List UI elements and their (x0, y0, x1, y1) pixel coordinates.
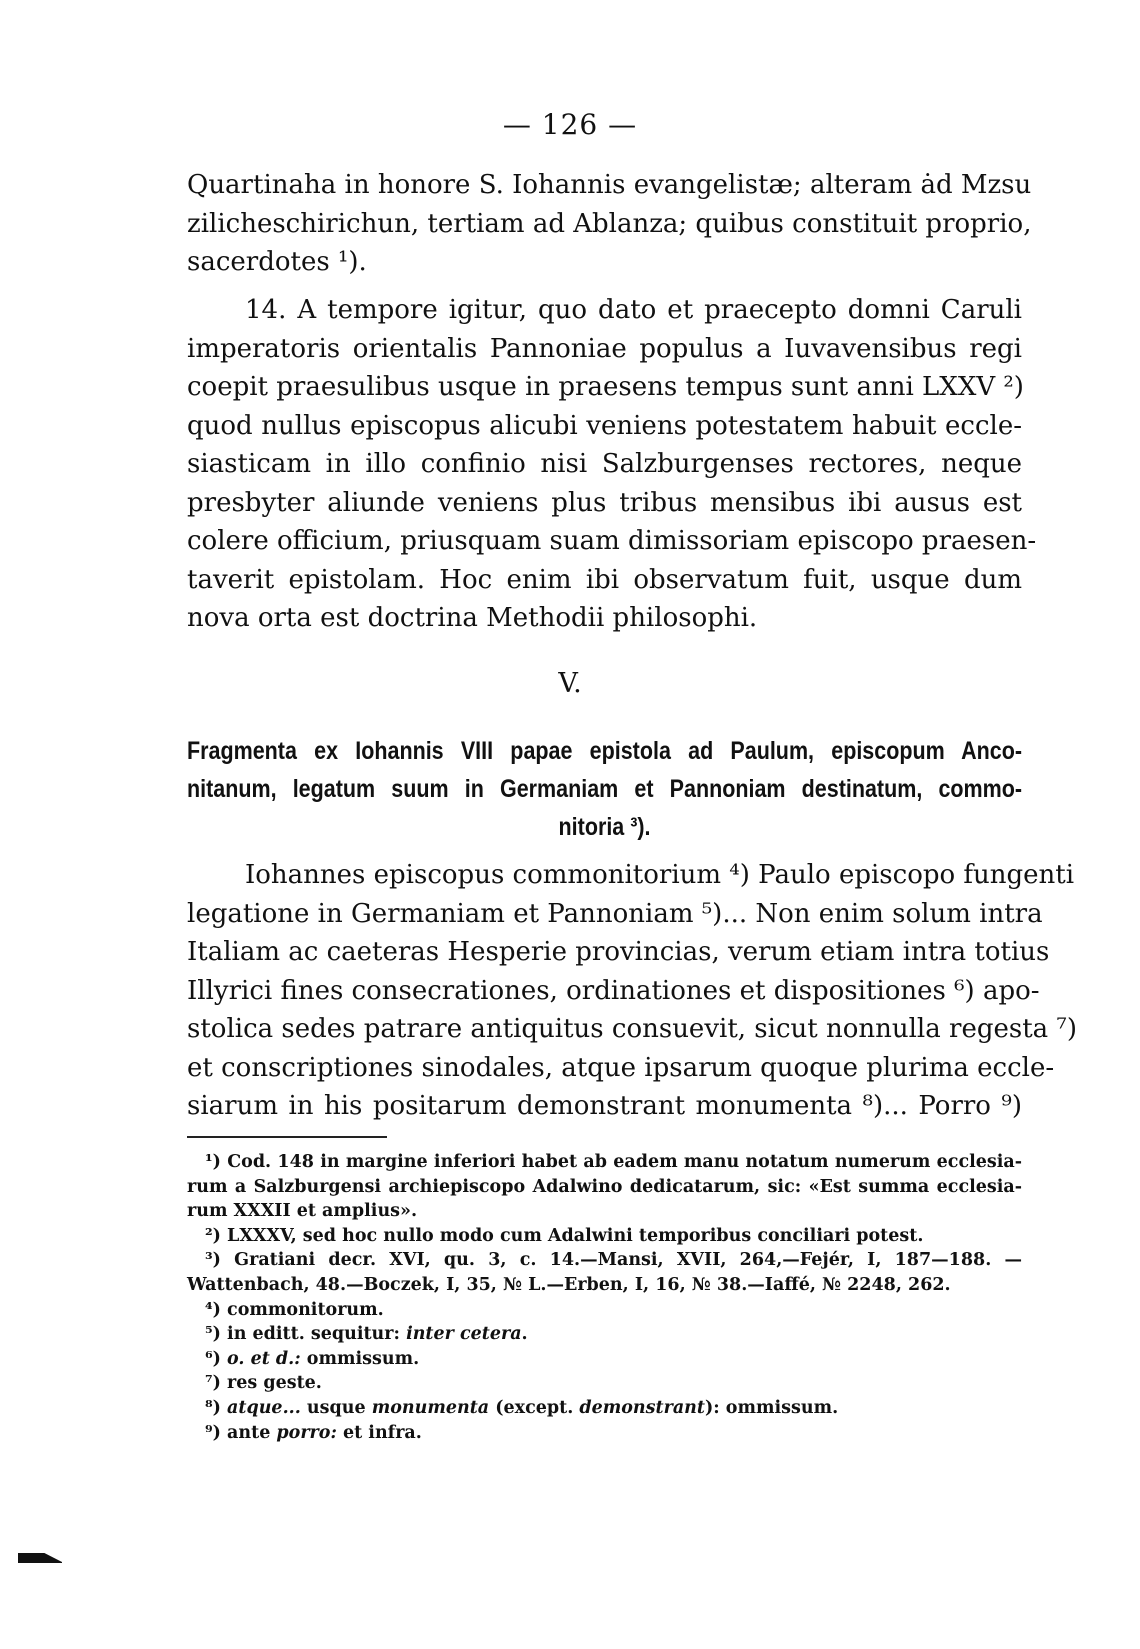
text-line: siarum in his positarum demonstrant monumenta ⁸)... Porro ⁹) (187, 1091, 1022, 1121)
text-line: Illyrici fines consecrationes, ordinationes et dispositiones ⁶) apo- (187, 975, 1040, 1006)
footnote-6: ⁶) o. et d.: ommissum. (205, 1348, 420, 1369)
footnote-1: ¹) Cod. 148 in margine inferiori habet ab eadem manu notatum numerum ecclesia- (205, 1152, 1022, 1172)
text-line: Iohannes episcopus commonitorium ⁴) Paulo episcopo fungenti (245, 860, 1075, 890)
text-line: Italiam ac caeteras Hesperie provincias, verum etiam intra totius (187, 937, 1050, 967)
scan-artifact-mark (18, 1553, 62, 1563)
footnote-marker: ¹) (205, 1152, 221, 1172)
text-line: 14. A tempore igitur, quo dato et praecepto domni Caruli (245, 295, 1022, 325)
section-heading (187, 732, 1140, 846)
text-line: legatione in Germaniam et Pannoniam ⁵)... Non enim solum intra (187, 898, 1043, 929)
page-number: — 126 — (502, 108, 638, 141)
paragraph-letter (187, 856, 1077, 1126)
text-line: sacerdotes ¹). (187, 247, 367, 277)
footnote-marker: ⁷) (205, 1373, 221, 1394)
paragraph-14 (187, 291, 1037, 638)
footnote-3: ³) Gratiani decr. XVI, qu. 3, c. 14.—Mansi, XVII, 264,—Fejér, I, 187—188. — (205, 1250, 1022, 1271)
text-line: stolica sedes patrare antiquitus consuevit, sicut nonnulla regesta ⁷) (187, 1014, 1077, 1044)
footnote-3-line: Wattenbach, 48.—Boczek, I, 35, № L.—Erben, I, 16, № 38.—Iaffé, № 2248, 262. (187, 1274, 951, 1295)
footnote-marker: ⁸) (205, 1397, 221, 1418)
footnote-9: ⁹) ante porro: et infra. (205, 1422, 422, 1443)
text-line: nova orta est doctrina Methodii philosophi. (187, 603, 758, 633)
footnote-divider (187, 1136, 387, 1138)
footnote-marker: ²) (205, 1225, 221, 1246)
text-line: imperatoris orientalis Pannoniae populus a Iuvavensibus regi (187, 333, 1022, 364)
text-line: quod nullus episcopus alicubi veniens potestatem habuit eccle- (187, 410, 1022, 441)
text-line: Quartinaha in honore S. Iohannis evangelistæ; alteram ȧd Mzsu (187, 170, 1032, 200)
footnote-4: ⁴) commonitorum. (205, 1299, 384, 1320)
text-line: coepit praesulibus usque in praesens tempus sunt anni LXXV ²) (187, 372, 1024, 402)
footnote-marker: ³) (205, 1250, 221, 1271)
footnote-1-line: rum a Salzburgensi archiepiscopo Adalwino dedicatarum, sic: «Est summa ecclesia- (187, 1176, 1022, 1197)
text-line: et conscriptiones sinodales, atque ipsarum quoque plurima eccle- (187, 1052, 1055, 1083)
footnote-5: ⁵) in editt. sequitur: inter cetera. (205, 1324, 528, 1345)
text-line: siasticam in illo confinio nisi Salzburgenses rectores, neque (187, 449, 1022, 479)
text-line: colere officium, priusquam suam dimissoriam episcopo praesen- (187, 526, 1037, 556)
footnote-8: ⁸) atque... usque monumenta (except. demonstrant): ommissum. (205, 1397, 839, 1418)
footnote-marker: ⁴) (205, 1299, 221, 1320)
text-line: zilicheschirichun, tertiam ad Ablanza; quibus constituit proprio, (187, 208, 1032, 239)
footnote-marker: ⁵) (205, 1324, 221, 1345)
footnote-marker: ⁶) (205, 1348, 221, 1369)
footnote-marker: ⁹) (205, 1422, 221, 1443)
footnote-7: ⁷) res geste. (205, 1373, 322, 1394)
paragraph-continuation (187, 166, 1032, 282)
heading-line: Fragmenta ex Iohannis VIII papae epistola ad Paulum, episcopum Anco- (187, 737, 1023, 765)
text-line: taverit epistolam. Hoc enim ibi observatum fuit, usque dum (187, 564, 1022, 595)
footnote-2: ²) LXXXV, sed hoc nullo modo cum Adalwini temporibus conciliari potest. (205, 1225, 924, 1246)
section-number: V. (558, 668, 582, 699)
heading-line: nitoria ³). (558, 813, 651, 841)
text-line: presbyter aliunde veniens plus tribus mensibus ibi ausus est (187, 487, 1022, 518)
footnote-1-line: rum XXXII et amplius». (187, 1201, 418, 1222)
footnotes (187, 1150, 1022, 1445)
heading-line: nitanum, legatum suum in Germaniam et Pannoniam destinatum, commo- (187, 775, 1023, 803)
